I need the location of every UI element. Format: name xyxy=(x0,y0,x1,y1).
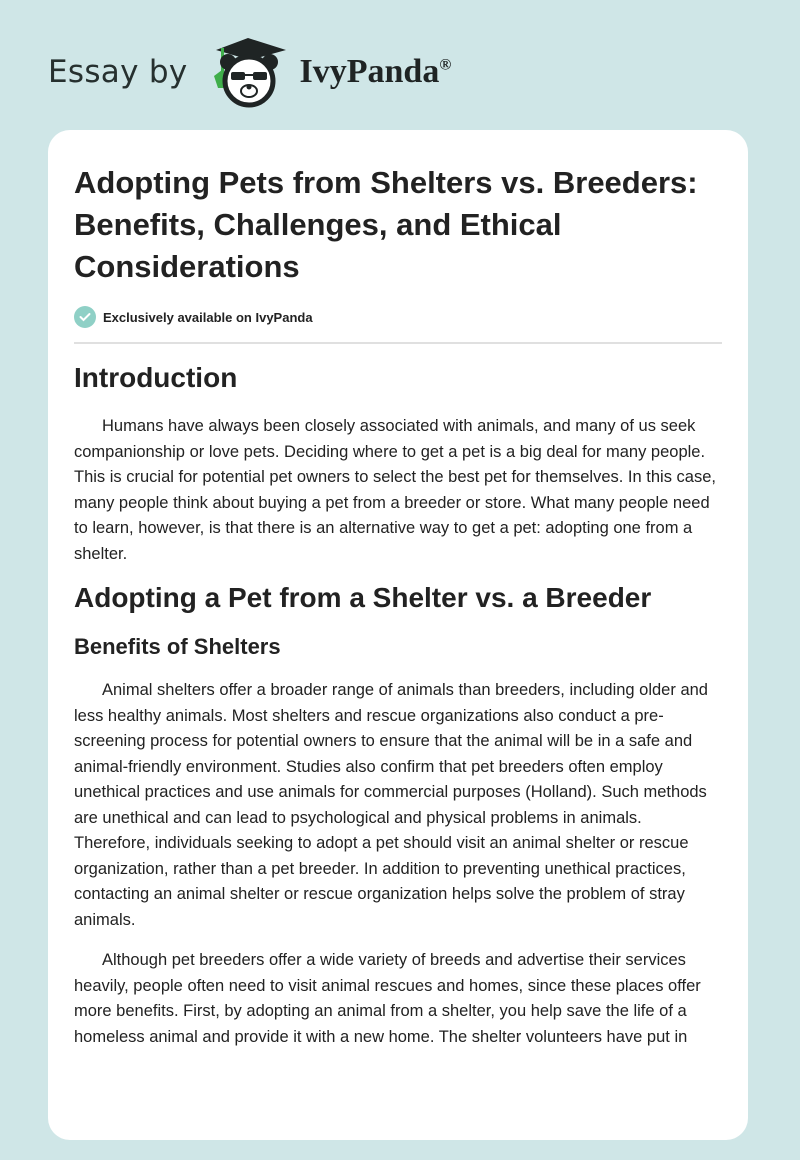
registered-mark: ® xyxy=(439,56,452,74)
badge-text: Exclusively available on IvyPanda xyxy=(103,309,313,325)
brand-name[interactable] xyxy=(300,53,452,91)
essay-card xyxy=(48,130,748,1140)
panda-logo-icon xyxy=(206,36,292,108)
subsection-heading-benefits: Benefits of Shelters xyxy=(74,634,281,659)
brand-text: IvyPanda xyxy=(299,53,440,90)
section-heading-shelter-vs-breeder: Adopting a Pet from a Shelter vs. a Breeder xyxy=(74,582,652,613)
check-circle-icon xyxy=(74,306,96,328)
paragraph: Humans have always been closely associated with animals, and many of us seek companionship or love pets. Deciding where to get a pet is a big deal for many people. This is crucial for potential pet owners to select the best pet for themselves. In this case, many people think about buying a pet from a breeder or store. What many people need to learn, however, is that there is an alternative way to get a pet: adopting one from a shelter. xyxy=(74,417,716,563)
paragraph: Animal shelters offer a broader range of animals than breeders, including older and less healthy animals. Most shelters and rescue organizations also conduct a pre-screening process for potential owners to ensure that the animal will be in a safe and animal-friendly environment. Studies also confirm that pet breeders often employ unethical practices and use animals for commercial purposes (Holland). Such methods are unethical and can lead to psychological and physical problems in animals. Therefore, individuals seeking to adopt a pet should visit an animal shelter or rescue organization, rather than a pet breeder. In addition to preventing unethical practices, contacting an animal shelter or rescue organization helps solve the problem of stray animals. xyxy=(74,681,708,929)
exclusive-badge xyxy=(74,306,722,328)
section-heading-introduction: Introduction xyxy=(74,362,238,393)
divider xyxy=(74,342,722,344)
essay-title: Adopting Pets from Shelters vs. Breeders: Benefits, Challenges, and Ethical Considerations xyxy=(74,165,698,284)
paragraph: Although pet breeders offer a wide variety of breeds and advertise their services heavily, people often need to visit animal rescues and homes, since these places offer more benefits. First, by adopting an animal from a shelter, you help save the life of a homeless animal and provide it with a new home. The shelter volunteers have put in xyxy=(74,951,701,1046)
essay-by-label: Essay by xyxy=(48,54,188,90)
site-header xyxy=(48,32,451,112)
